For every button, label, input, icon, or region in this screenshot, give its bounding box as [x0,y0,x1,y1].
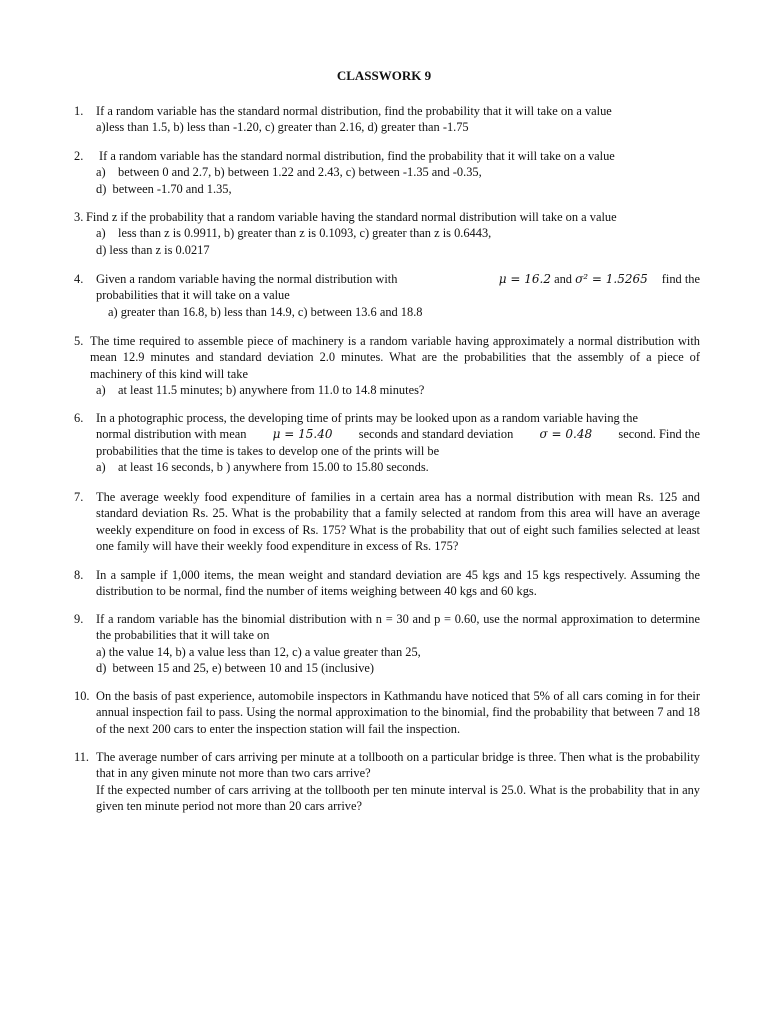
question-part: a) greater than 16.8, b) less than 14.9, c) between 13.6 and 18.8 [108,304,423,319]
question-1 [74,103,700,136]
question-part: a) at least 16 seconds, b ) anywhere from 15.00 to 15.80 seconds. [96,460,429,475]
question-number: 6. [74,411,84,425]
question-stem: probabilities that the time is takes to develop one of the prints will be [96,443,440,458]
question-part: d) between 15 and 25, e) between 10 and 15 (inclusive) [96,661,375,676]
question-stem: normal distribution with mean [96,427,247,442]
question-4 [74,271,700,320]
question-stem: The average number of cars arriving per minute at a tollbooth on a particular bridge is three. Then what is the probability that in any given minute not more than two cars arrive? [96,750,700,781]
question-stem: Given a random variable having the normal distribution with [96,272,398,286]
question-number: 11. [74,750,90,764]
question-part: a) at least 11.5 minutes; b) anywhere from 11.0 to 14.8 minutes? [96,383,425,398]
question-number: 3. [74,210,84,224]
question-9 [74,611,700,677]
question-stem: find the [661,272,700,286]
page-title: CLASSWORK 9 [336,68,432,83]
mean-formula: μ = 16.2 [498,272,551,286]
question-number: 4. [74,272,84,286]
question-11 [74,749,700,815]
question-stem: Find z if the probability that a random variable having the standard normal distribution will take on a value [86,210,617,224]
variance-formula: σ² = 1.5265 [575,272,648,286]
question-stem: probabilities that it will take on a value [96,288,290,303]
mean-formula: μ = 15.40 [272,427,333,442]
question-part: d) between -1.70 and 1.35, [96,181,232,196]
question-part: a)less than 1.5, b) less than -1.20, c) greater than 2.16, d) greater than -1.75 [96,120,469,135]
question-stem: The average weekly food expenditure of families in a certain area has a normal distribution with mean Rs. 125 and standard deviation Rs. 25. What is the probability that a family selected at random from this area will have an average weekly expenditure on food in excess of Rs. 175? What is the probability that out of eight such families selected at least one family will have their weekly food expenditure in excess of Rs. 175? [96,490,700,554]
question-10 [74,688,700,737]
question-stem: If a random variable has the standard normal distribution, find the probability that it will take on a value [96,104,612,118]
question-part: a) the value 14, b) a value less than 12, c) a value greater than 25, [96,644,421,659]
question-stem: In a photographic process, the developing time of prints may be looked upon as a random variable having the [96,411,638,425]
question-number: 7. [74,490,84,504]
question-stem: If a random variable has the binomial distribution with n = 30 and p = 0.60, use the normal approximation to determine the probabilities that it will take on [96,612,700,643]
question-stem: In a sample if 1,000 items, the mean weight and standard deviation are 45 kgs and 15 kgs respectively. Assuming the distribution to be normal, find the number of items weighing between 40 kgs and 60 kgs. [96,568,700,599]
question-number: 1. [74,104,84,118]
question-5 [74,333,700,399]
question-stem: The time required to assemble piece of machinery is a random variable having approximately a normal distribution with mean 12.9 minutes and standard deviation 2.0 minutes. What are the probabilities that the assembly of a piece of machinery of this kind will take [90,334,700,381]
question-number: 9. [74,612,84,626]
question-part: d) less than z is 0.0217 [96,242,210,257]
question-6 [74,410,700,476]
question-8 [74,567,700,600]
std-dev-formula: σ = 0.48 [539,427,593,442]
question-number: 2. [74,149,84,163]
question-stem: On the basis of past experience, automobile inspectors in Kathmandu have noticed that 5% of all cars coming in for their annual inspection fail to pass. Using the normal approximation to the binomial, find the probability that between 7 and 18 of the next 200 cars to enter the inspection station will fail the inspection. [96,689,700,736]
question-stem: If a random variable has the standard normal distribution, find the probability that it will take on a value [99,149,615,163]
question-stem: second. Find the [618,427,700,442]
question-2 [74,148,700,197]
question-stem: seconds and standard deviation [358,427,514,442]
question-7 [74,489,700,555]
conjunction-text: and [554,272,572,286]
question-part: a) between 0 and 2.7, b) between 1.22 and 2.43, c) between -1.35 and -0.35, [96,165,482,180]
question-stem-followup: If the expected number of cars arriving at the tollbooth per ten minute interval is 25.0. What is the probability that in any given ten minute period not more than 20 cars arrive? [96,782,700,814]
question-part: a) less than z is 0.9911, b) greater than z is 0.1093, c) greater than z is 0.6443, [96,226,492,241]
question-number: 5. [74,334,84,348]
question-number: 10. [74,689,90,703]
question-3 [74,209,700,258]
question-number: 8. [74,568,84,582]
